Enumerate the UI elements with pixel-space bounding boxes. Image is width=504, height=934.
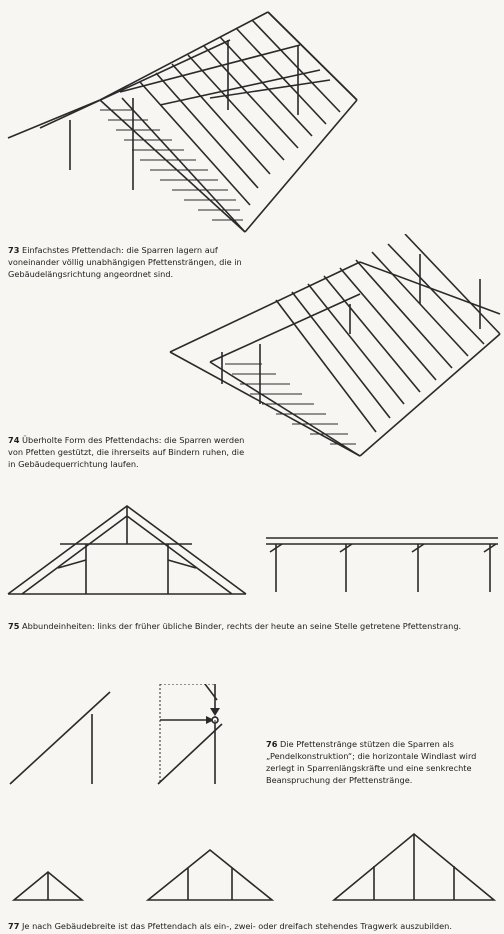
caption-77-number: 77: [8, 921, 20, 931]
figure-73-simple-purlin-roof: [0, 0, 504, 240]
caption-76-number: 76: [266, 739, 278, 749]
caption-73-text: Einfachstes Pfettendach: die Sparren lagern auf voneinander völlig unabhängigen Pfettensträngen, die in Gebäudelängsrichtung angeordnet sind.: [8, 245, 242, 279]
figure-74-purlin-roof-with-trusses: [0, 234, 504, 464]
figure-77-standing-frames: [0, 828, 504, 908]
caption-74-text: Überholte Form des Pfettendachs: die Sparren werden von Pfetten gestützt, die ihrerseits auf Bindern ruhen, die in Gebäudequerrichtung laufen.: [8, 435, 245, 469]
caption-74: [8, 434, 253, 470]
caption-76-text: Die Pfettenstränge stützen die Sparren als „Pendelkonstruktion“; die horizontale Windlast wird zerlegt in Sparrenlängskräfte und eine senkrechte Beanspruchung der Pfettenstränge.: [266, 739, 477, 785]
caption-75: [8, 620, 504, 632]
caption-75-text: Abbundeinheiten: links der früher übliche Binder, rechts der heute an seine Stelle getretene Pfettenstrang.: [22, 621, 462, 631]
figure-76-force-diagram: [0, 684, 260, 794]
figure-75-assembly-units: [0, 500, 504, 600]
caption-75-number: 75: [8, 621, 20, 631]
caption-76: [266, 738, 500, 786]
caption-74-number: 74: [8, 435, 20, 445]
caption-77-text: Je nach Gebäudebreite ist das Pfettendach als ein-, zwei- oder dreifach stehendes Tragwerk auszubilden.: [22, 921, 452, 931]
caption-73-number: 73: [8, 245, 20, 255]
caption-77: [8, 920, 504, 932]
